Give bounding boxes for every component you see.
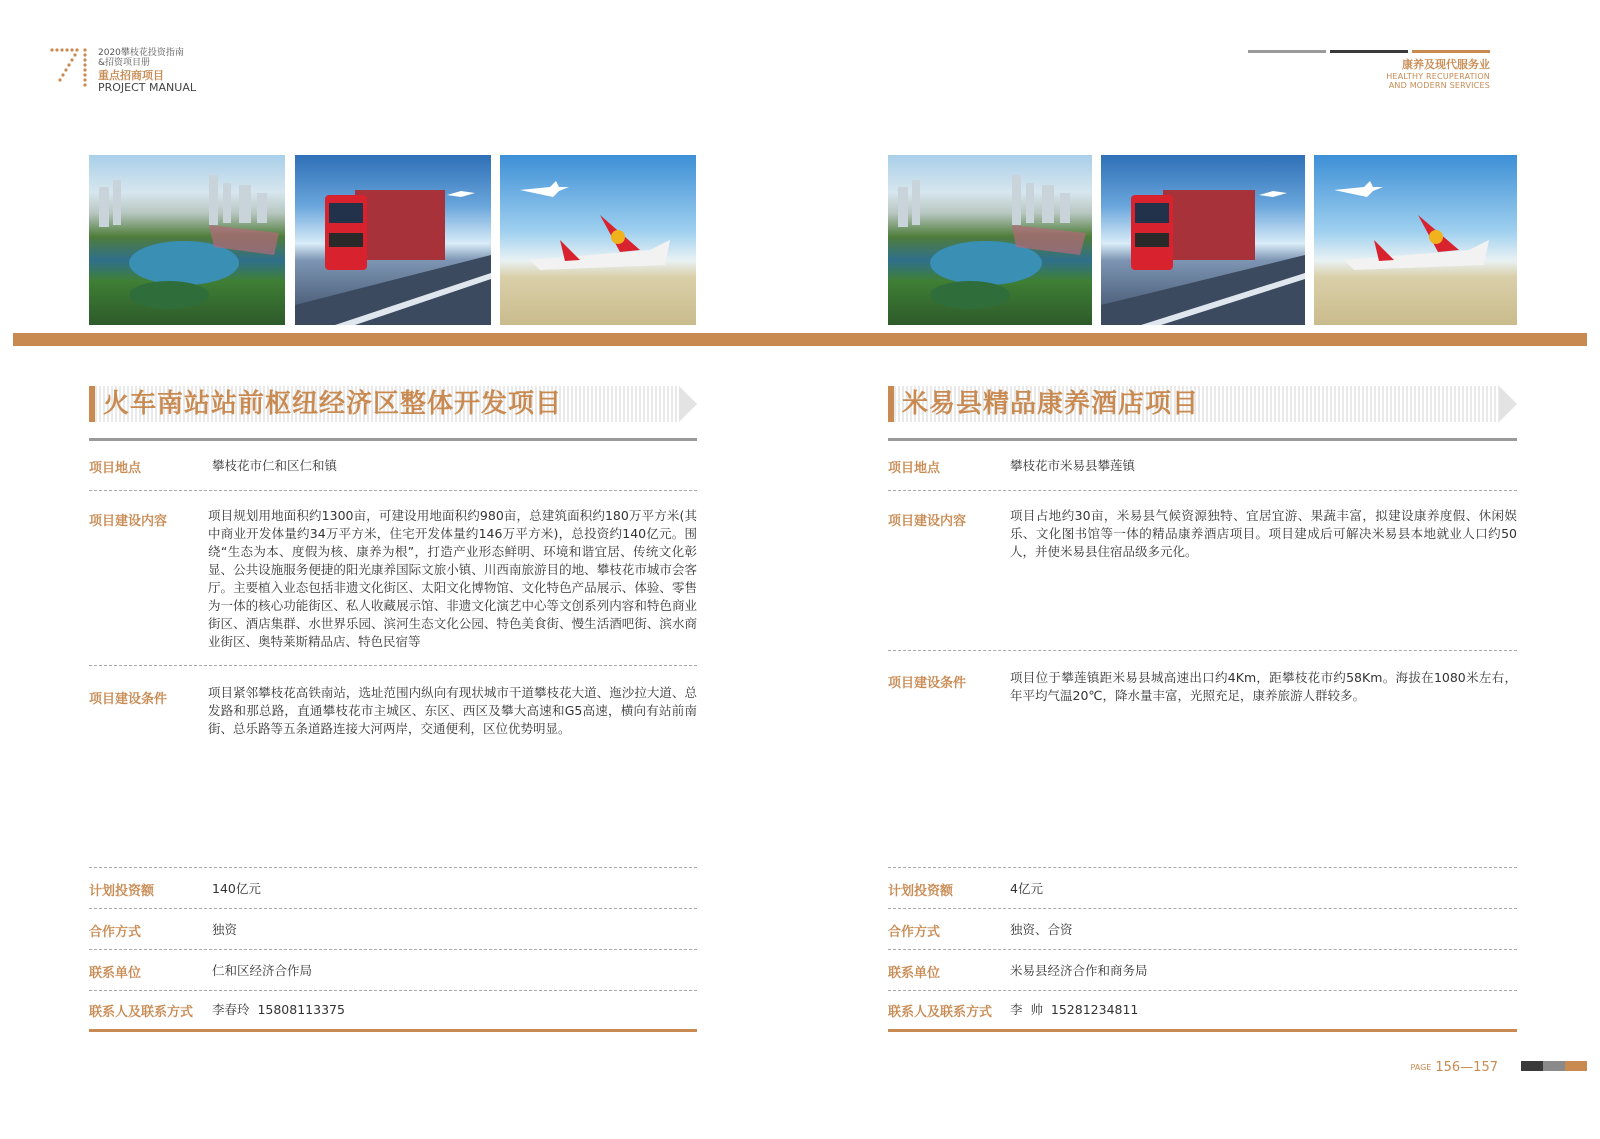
divider: [888, 990, 1517, 991]
right-bottom-rule: [888, 1029, 1517, 1032]
photo-park-aerial-2: [888, 155, 1092, 325]
left-bottom-rule: [89, 1029, 697, 1032]
page-range: 156—157: [1435, 1060, 1498, 1075]
left-location-label: 项目地点: [89, 461, 142, 476]
left-location-value: 攀枝花市仁和区仁和镇: [212, 458, 338, 473]
right-title-rule: [888, 438, 1517, 441]
header-key-projects: 重点招商项目: [98, 69, 164, 82]
title-arrow-icon: [679, 386, 697, 422]
divider: [888, 867, 1517, 868]
photo-airport-2: [1314, 155, 1517, 325]
right-project-title: 米易县精品康养酒店项目: [902, 389, 1200, 419]
title-arrow-icon: [1499, 386, 1517, 422]
divider: [89, 990, 697, 991]
divider: [888, 908, 1517, 909]
section-title-en-1: HEALTHY RECUPERATION: [1386, 72, 1490, 81]
page-color-blocks: [1521, 1061, 1587, 1080]
right-cooperation-label: 合作方式: [888, 925, 941, 940]
section-title-en-2: AND MODERN SERVICES: [1388, 81, 1490, 90]
left-project-title: 火车南站站前枢纽经济区整体开发项目: [103, 389, 563, 419]
right-contact-label: 联系人及联系方式: [888, 1005, 993, 1020]
brand-logo-icon: [50, 48, 90, 88]
header-guide-subtitle: &招资项目册: [98, 58, 151, 68]
left-unit-label: 联系单位: [89, 966, 142, 981]
right-unit-value: 米易县经济合作和商务局: [1010, 963, 1148, 978]
right-content-label: 项目建设内容: [888, 514, 967, 529]
left-title-rule: [89, 438, 697, 441]
divider: [888, 490, 1517, 491]
divider: [888, 650, 1517, 651]
right-content-value: 项目占地约30亩，米易县气候资源独特、宜居宜游、果蔬丰富，拟建设康养度假、休闲娱乐、文化图书馆等一体的精品康养酒店项目。项目建成后可解决米易县本地就业人口约50人，并使米易县住宿品级多元化。: [1010, 508, 1517, 559]
left-project-title-banner: [89, 386, 697, 422]
header-guide-title: 2020攀枝花投资指南: [98, 48, 184, 58]
right-cooperation-value: 独资、合资: [1010, 922, 1073, 937]
divider: [89, 949, 697, 950]
header-project-manual: PROJECT MANUAL: [98, 81, 196, 94]
right-conditions-label: 项目建设条件: [888, 676, 967, 691]
left-investment-value: 140亿元: [212, 881, 261, 896]
photo-airport: [500, 155, 696, 325]
photo-truck: [295, 155, 491, 325]
photo-truck-2: [1101, 155, 1305, 325]
orange-divider-band: [13, 333, 1587, 346]
left-conditions-label: 项目建设条件: [89, 692, 168, 707]
left-contact-value: 李春玲 15808113375: [212, 1002, 345, 1017]
left-contact-label: 联系人及联系方式: [89, 1005, 194, 1020]
right-location-label: 项目地点: [888, 461, 941, 476]
right-contact-value: 李 帅 15281234811: [1010, 1002, 1139, 1017]
divider: [89, 908, 697, 909]
left-content-value: 项目规划用地面积约1300亩，可建设用地面积约980亩，总建筑面积约180万平方米(其中商业开发体量约34万平方米，住宅开发体量约146万平方米)，总投资约140亿元。围绕“生态为本、度假为核、康养为根”，打造产业形态鲜明、环境和谐宜居、传统文化彰显、公共设施服务便捷的阳光康养国际文旅小镇、川西南旅游目的地、攀枝花市城市会客厅。主要植入业态包括非遗文化街区、太阳文化博物馆、文化特色产品展示、体验、零售为一体的核心功能街区、私人收藏展示馆、非遗文化演艺中心等文创系列内容和特色商业街区、酒店集群、水世界乐园、滨河生态文化公园、特色美食街、慢生活酒吧街、滨水商业街区、奥特莱斯精品店、特色民宿等: [208, 508, 697, 649]
right-project-title-banner: [888, 386, 1517, 422]
divider: [89, 867, 697, 868]
divider: [89, 665, 697, 666]
right-location-value: 攀枝花市米易县攀莲镇: [1010, 458, 1136, 473]
page-label: PAGE: [1410, 1063, 1432, 1072]
left-content-label: 项目建设内容: [89, 514, 168, 529]
page-number: [1410, 1060, 1498, 1075]
header-title-block: [98, 48, 196, 94]
right-conditions-value: 项目位于攀莲镇距米易县城高速出口约4Km，距攀枝花市约58Km。海拔在1080米左右，年平均气温20℃，降水量丰富，光照充足，康养旅游人群较多。: [1010, 670, 1517, 703]
right-investment-value: 4亿元: [1010, 881, 1043, 896]
photo-park-aerial: [89, 155, 285, 325]
right-investment-label: 计划投资额: [888, 884, 954, 899]
section-heading: [1386, 58, 1490, 90]
left-cooperation-value: 独资: [212, 922, 238, 937]
left-investment-label: 计划投资额: [89, 884, 155, 899]
right-unit-label: 联系单位: [888, 966, 941, 981]
left-unit-value: 仁和区经济合作局: [212, 963, 313, 978]
divider: [888, 949, 1517, 950]
section-title-cn: 康养及现代服务业: [1402, 58, 1490, 71]
left-conditions-value: 项目紧邻攀枝花高铁南站，选址范围内纵向有现状城市干道攀枝花大道、迤沙拉大道、总发路和那总路，直通攀枝花市主城区、东区、西区及攀大高速和G5高速，横向有站前南街、总乐路等五条道路连接大河两岸，交通便利，区位优势明显。: [208, 685, 697, 736]
left-cooperation-label: 合作方式: [89, 925, 142, 940]
divider: [89, 490, 697, 491]
